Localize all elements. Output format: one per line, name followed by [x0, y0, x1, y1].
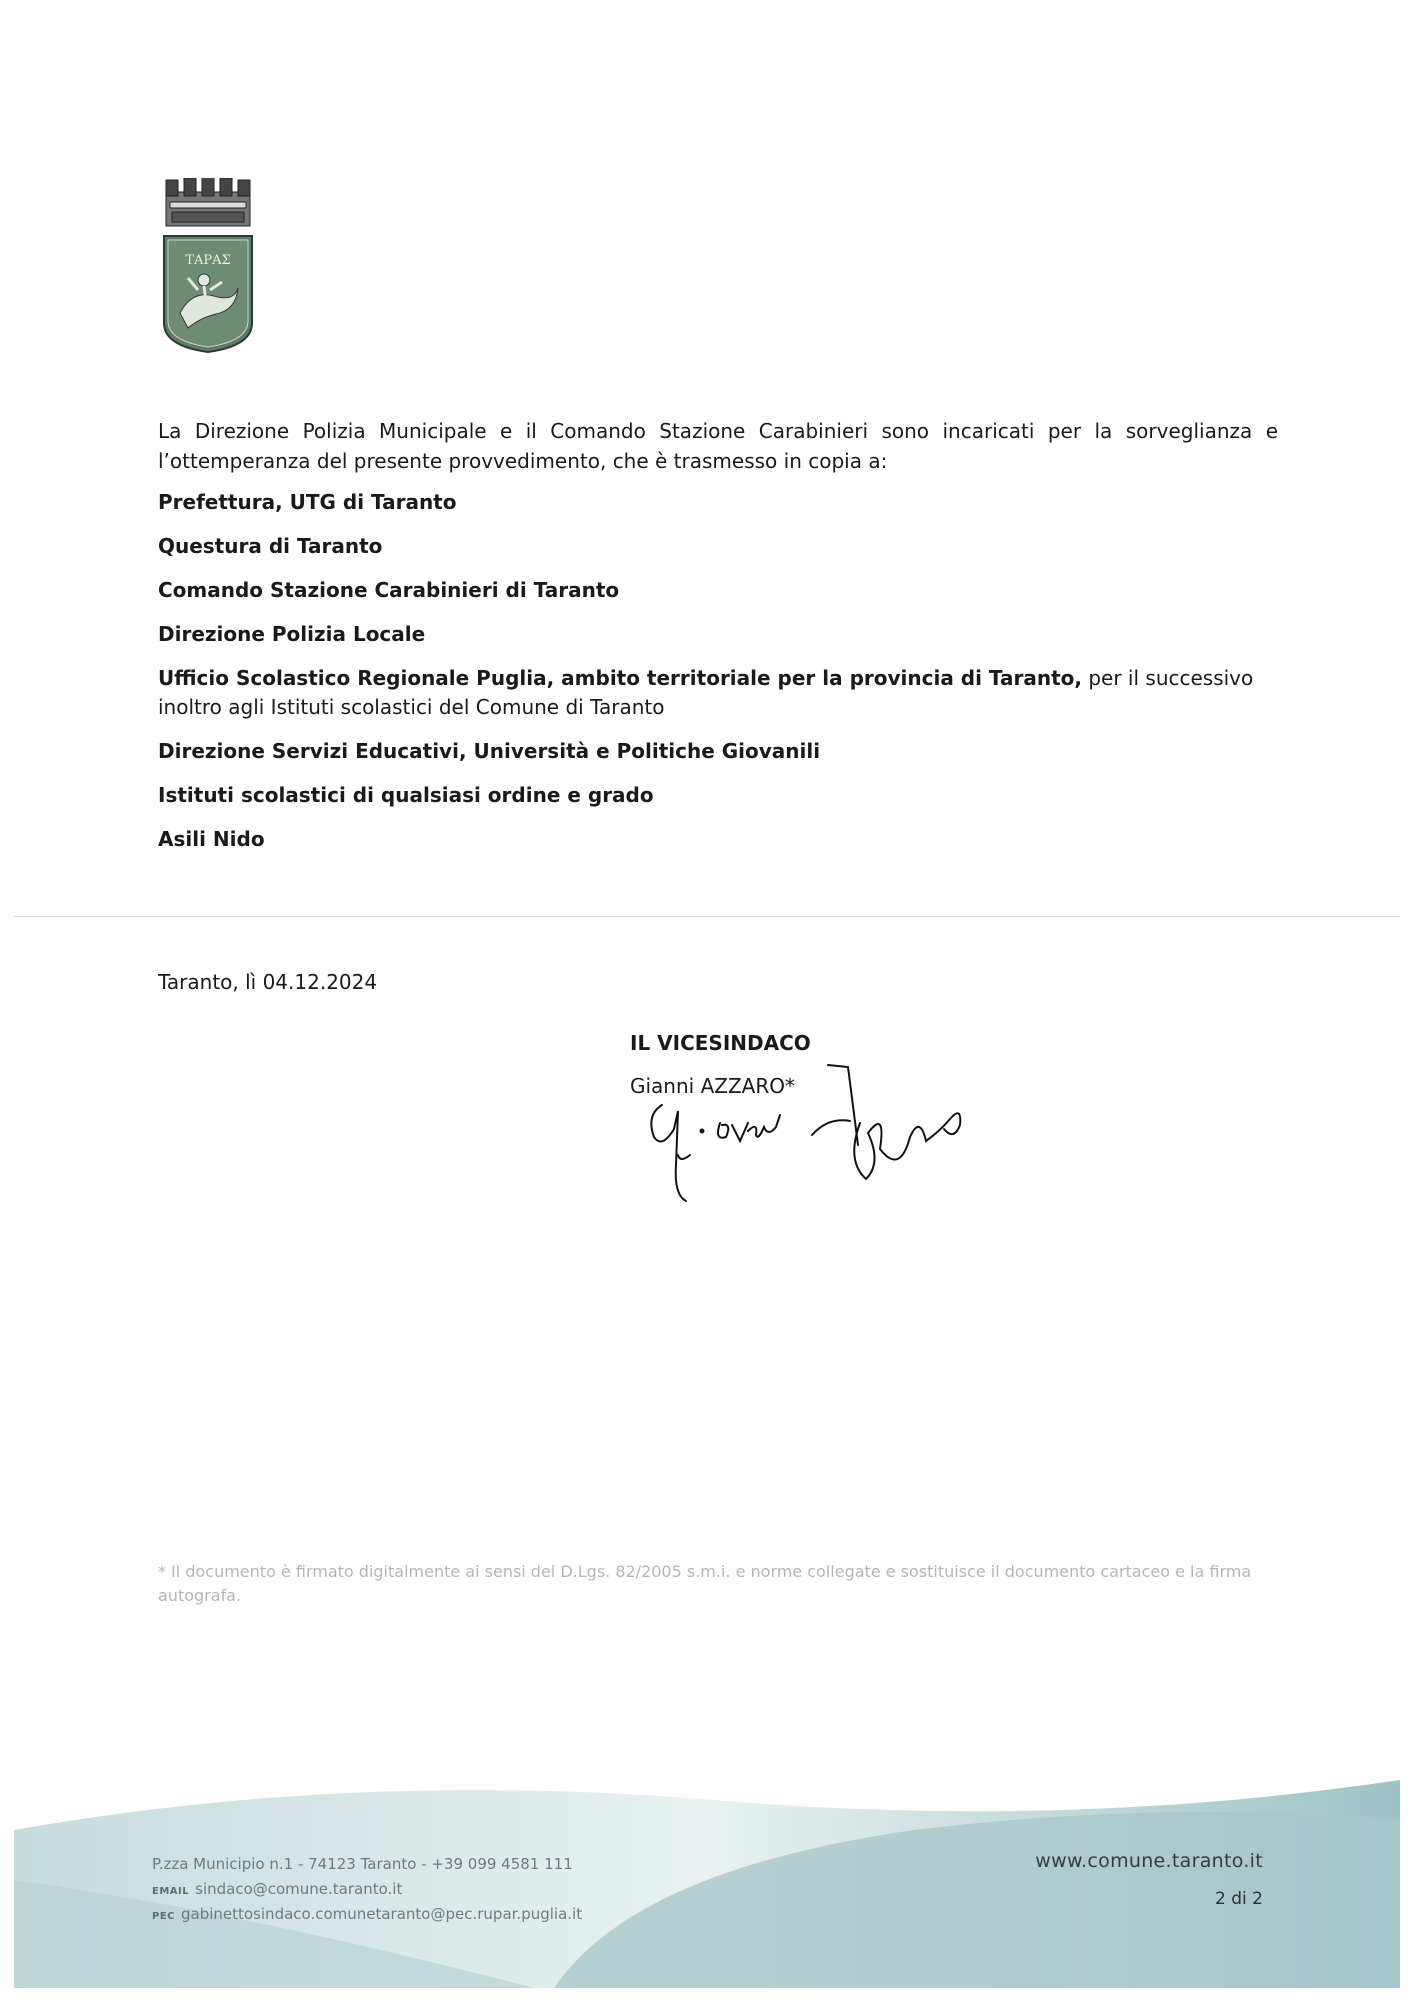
list-item: Istituti scolastici di qualsiasi ordine e grado: [158, 783, 654, 807]
footer-pec-link[interactable]: gabinettosindaco.comunetaranto@pec.rupar.puglia.it: [181, 1905, 583, 1923]
intro-paragraph: La Direzione Polizia Municipale e il Comando Stazione Carabinieri sono incaricati per la sorveglianza e l’ottemperanza del presente provvedimento, che è trasmesso in copia a:: [158, 419, 1278, 473]
handwritten-signature: [640, 1045, 1020, 1215]
list-item: Comando Stazione Carabinieri di Taranto: [158, 578, 620, 602]
list-item: Asili Nido: [158, 827, 265, 851]
list-item-usr: [158, 664, 1278, 722]
recipients-list: [158, 488, 1278, 869]
footer-address: P.zza Municipio n.1 - 74123 Taranto - +39 099 4581 111: [152, 1855, 573, 1873]
crest-motto: ΤΑΡΑΣ: [185, 253, 231, 268]
taranto-coat-of-arms-icon: [162, 178, 254, 353]
footer-pec-line: [152, 1905, 582, 1923]
footer-band: [14, 1760, 1400, 1988]
list-item: Direzione Polizia Locale: [158, 622, 426, 646]
place-date: Taranto, lì 04.12.2024: [158, 970, 378, 994]
page-number: 2 di 2: [1215, 1889, 1263, 1909]
usr-normal-text: per il successivo inoltro agli Istituti scolastici del Comune di Taranto: [158, 666, 1254, 719]
footer-website-link[interactable]: www.comune.taranto.it: [1035, 1850, 1263, 1872]
footer-email-link[interactable]: sindaco@comune.taranto.it: [195, 1880, 403, 1898]
list-item: Direzione Servizi Educativi, Università e Politiche Giovanili: [158, 739, 821, 763]
pec-label: PEC: [152, 1911, 175, 1922]
list-item: Questura di Taranto: [158, 534, 383, 558]
list-item: Prefettura, UTG di Taranto: [158, 490, 457, 514]
signer-title: IL VICESINDACO: [630, 1031, 811, 1055]
usr-bold-text: Ufficio Scolastico Regionale Puglia, ambito territoriale per la provincia di Taranto,: [158, 666, 1082, 690]
footer-email-line: [152, 1880, 402, 1898]
separator-rule: [14, 916, 1400, 917]
email-label: EMAIL: [152, 1886, 190, 1897]
signer-name: Gianni AZZARO*: [630, 1074, 795, 1098]
footer-wave-background: [14, 1760, 1400, 1988]
digital-signature-note: * Il documento è firmato digitalmente ai sensi del D.Lgs. 82/2005 s.m.i. e norme collegate e sostituisce il documento cartaceo e la firma autografa.: [158, 1562, 1252, 1605]
